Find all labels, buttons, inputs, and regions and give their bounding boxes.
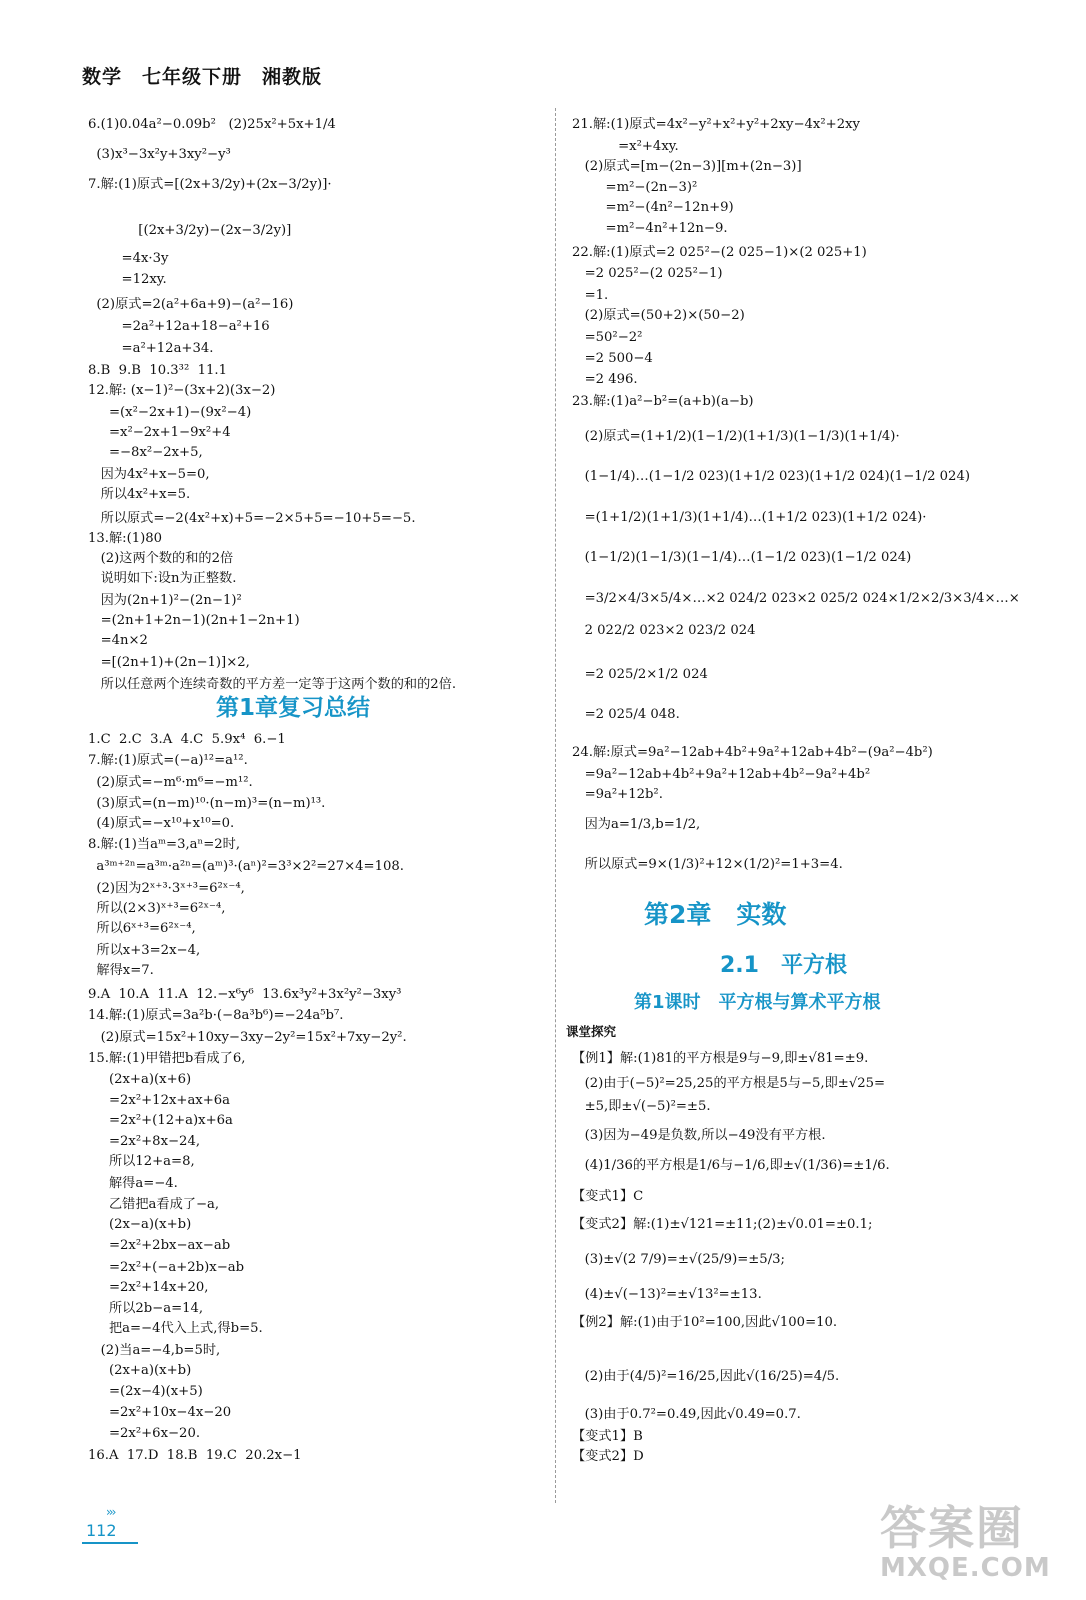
answer-line: (4)1/36的平方根是1/6与−1/6,即±√(1/36)=±1/6.	[572, 1158, 890, 1173]
answer-line: 14.解:(1)原式=3a²b·(−8a³b⁶)=−24a⁵b⁷.	[88, 1008, 344, 1023]
watermark-text: 答案圈	[880, 1501, 1024, 1555]
answer-line: (2)原式=−m⁶·m⁶=−m¹².	[88, 775, 253, 790]
answer-line: (2x−a)(x+b)	[88, 1217, 192, 1232]
answer-line: (2)因为2ˣ⁺³·3ˣ⁺³=6²ˣ⁻⁴,	[88, 881, 245, 896]
answer-line: (2)当a=−4,b=5时,	[88, 1343, 221, 1358]
answer-line: 说明如下:设n为正整数.	[88, 571, 237, 586]
answer-line: =(2x−4)(x+5)	[88, 1384, 203, 1399]
section-title: 2.1 平方根	[720, 953, 847, 978]
answer-line: =50²−2²	[572, 330, 643, 345]
answer-line: =(2n+1+2n−1)(2n+1−2n+1)	[88, 613, 300, 628]
answer-line: =2x²+14x+20,	[88, 1280, 209, 1295]
answer-line: 解得a=−4.	[88, 1176, 178, 1191]
answer-line: (2)由于(4/5)²=16/25,因此√(16/25)=4/5.	[572, 1369, 840, 1384]
answer-line: 【变式2】D	[572, 1449, 644, 1464]
answer-line: =2 025/2×1/2 024	[572, 667, 708, 682]
answer-line: (4)±√(−13)²=±√13²=±13.	[572, 1287, 762, 1302]
section-title-chapter1-review: 第1章复习总结	[216, 695, 371, 721]
answer-line: 所以x+3=2x−4,	[88, 943, 201, 958]
answer-line: =[(2n+1)+(2n−1)]×2,	[88, 655, 250, 670]
answer-line: (2x+a)(x+6)	[88, 1072, 192, 1087]
answer-line: 所以6ˣ⁺³=6²ˣ⁻⁴,	[88, 921, 196, 936]
answer-line: 13.解:(1)80	[88, 531, 163, 546]
answer-line: (2)原式=15x²+10xy−3xy−2y²=15x²+7xy−2y².	[88, 1030, 407, 1045]
answer-line: =2 025/4 048.	[572, 707, 680, 722]
answer-line: 把a=−4代入上式,得b=5.	[88, 1321, 263, 1336]
answer-line: 8.B 9.B 10.3³² 11.1	[88, 363, 227, 378]
answer-line: 15.解:(1)甲错把b看成了6,	[88, 1051, 246, 1066]
answer-line: =2 496.	[572, 372, 638, 387]
answer-line: (1−1/2)(1−1/3)(1−1/4)…(1−1/2 023)(1−1/2 024)	[572, 550, 912, 565]
answer-line: =m²−(4n²−12n+9)	[572, 200, 734, 215]
answer-line: =(1+1/2)(1+1/3)(1+1/4)…(1+1/2 023)(1+1/2 024)·	[572, 510, 927, 525]
answer-line: 1.C 2.C 3.A 4.C 5.9x⁴ 6.−1	[88, 732, 286, 747]
answer-line: (2)由于(−5)²=25,25的平方根是5与−5,即±√25=	[572, 1076, 886, 1091]
answer-line: 12.解: (x−1)²−(3x+2)(3x−2)	[88, 383, 276, 398]
answer-line: (3)原式=(n−m)¹⁰·(n−m)³=(n−m)¹³.	[88, 796, 326, 811]
answer-line: =2x²+(12+a)x+6a	[88, 1113, 233, 1128]
answer-line: =x²−2x+1−9x²+4	[88, 425, 231, 440]
answer-line: (2)原式=(50+2)×(50−2)	[572, 308, 745, 323]
watermark-url: MXQE.COM	[880, 1553, 1051, 1583]
answer-line: 所以(2×3)ˣ⁺³=6²ˣ⁻⁴,	[88, 901, 226, 916]
answer-line: 【变式1】B	[572, 1429, 643, 1444]
answer-line: 8.解:(1)当aᵐ=3,aⁿ=2时,	[88, 837, 241, 852]
answer-line: (3)由于0.7²=0.49,因此√0.49=0.7.	[572, 1407, 801, 1422]
answer-line: (2)原式=2(a²+6a+9)−(a²−16)	[88, 297, 294, 312]
answer-line: 【例2】解:(1)由于10²=100,因此√100=10.	[572, 1315, 838, 1330]
answer-line: =2x²+6x−20.	[88, 1426, 201, 1441]
answer-line: =9a²+12b².	[572, 787, 663, 802]
answer-line: [(2x+3/2y)−(2x−3/2y)]	[88, 223, 292, 238]
answer-line: (3)x³−3x²y+3xy²−y³	[88, 147, 231, 162]
answer-line: =2a²+12a+18−a²+16	[88, 319, 270, 334]
answer-line: 2 022/2 023×2 023/2 024	[572, 623, 756, 638]
answer-line: =2 500−4	[572, 351, 653, 366]
answer-line: =2 025²−(2 025²−1)	[572, 266, 723, 281]
answer-line: 所以原式=−2(4x²+x)+5=−2×5+5=−10+5=−5.	[88, 511, 416, 526]
answer-line: =a²+12a+34.	[88, 341, 214, 356]
answer-line: (4)原式=−x¹⁰+x¹⁰=0.	[88, 816, 235, 831]
answer-line: =(x²−2x+1)−(9x²−4)	[88, 405, 252, 420]
answer-line: 7.解:(1)原式=[(2x+3/2y)+(2x−3/2y)]·	[88, 177, 332, 192]
answer-line: 【例1】解:(1)81的平方根是9与−9,即±√81=±9.	[572, 1051, 869, 1066]
answer-line: (2x+a)(x+b)	[88, 1363, 192, 1378]
answer-line: (2)原式=(1+1/2)(1−1/2)(1+1/3)(1−1/3)(1+1/4)·	[572, 429, 900, 444]
answer-line: 9.A 10.A 11.A 12.−x⁶y⁶ 13.6x³y²+3x²y²−3xy³	[88, 987, 402, 1002]
answer-line: 解得x=7.	[88, 963, 154, 978]
answer-line: =2x²+8x−24,	[88, 1134, 201, 1149]
answer-line: (2)这两个数的和的2倍	[88, 551, 234, 566]
answer-line: (3)因为−49是负数,所以−49没有平方根.	[572, 1128, 826, 1143]
answer-line: =2x²+(−a+2b)x−ab	[88, 1260, 245, 1275]
answer-line: =2x²+2bx−ax−ab	[88, 1238, 231, 1253]
answer-line: =m²−(2n−3)²	[572, 180, 698, 195]
answer-line: a³ᵐ⁺²ⁿ=a³ᵐ·a²ⁿ=(aᵐ)³·(aⁿ)²=3³×2²=27×4=108.	[88, 859, 404, 874]
answer-line: 23.解:(1)a²−b²=(a+b)(a−b)	[572, 394, 754, 409]
answer-line: 因为a=1/3,b=1/2,	[572, 817, 701, 832]
answer-line: 24.解:原式=9a²−12ab+4b²+9a²+12ab+4b²−(9a²−4b²)	[572, 745, 933, 760]
answer-line: 【变式2】解:(1)±√121=±11;(2)±√0.01=±0.1;	[572, 1217, 873, 1232]
answer-line: 乙错把a看成了−a,	[88, 1197, 220, 1212]
answer-line: =9a²−12ab+4b²+9a²+12ab+4b²−9a²+4b²	[572, 767, 871, 782]
lesson-label: 课堂探究	[566, 1024, 617, 1039]
answer-line: (1−1/4)…(1−1/2 023)(1+1/2 023)(1+1/2 024)(1−1/2 024)	[572, 469, 970, 484]
lesson-title: 第1课时 平方根与算术平方根	[634, 992, 881, 1013]
answer-line: 16.A 17.D 18.B 19.C 20.2x−1	[88, 1448, 302, 1463]
answer-line: =−8x²−2x+5,	[88, 445, 203, 460]
answer-line: =3/2×4/3×5/4×…×2 024/2 023×2 025/2 024×1/2×2/3×3/4×…×	[572, 591, 1020, 606]
watermark	[880, 1501, 1051, 1583]
answer-line: 6.(1)0.04a²−0.09b² (2)25x²+5x+1/4	[88, 117, 336, 132]
answer-line: =4n×2	[88, 633, 148, 648]
answer-line: 因为(2n+1)²−(2n−1)²	[88, 593, 242, 608]
answer-line: (2)原式=[m−(2n−3)][m+(2n−3)]	[572, 159, 802, 174]
answer-line: 所以12+a=8,	[88, 1154, 195, 1169]
answer-line: 因为4x²+x−5=0,	[88, 467, 210, 482]
answer-line: (3)±√(2 7/9)=±√(25/9)=±5/3;	[572, 1252, 785, 1267]
answer-line: 21.解:(1)原式=4x²−y²+x²+y²+2xy−4x²+2xy	[572, 117, 860, 132]
page-number: 112	[82, 1520, 138, 1544]
answer-line: =12xy.	[88, 272, 167, 287]
answer-line: =1.	[572, 288, 609, 303]
column-divider	[555, 108, 556, 1503]
page-arrows-icon: ›››	[106, 1505, 115, 1519]
answer-line: ±5,即±√(−5)²=±5.	[572, 1099, 711, 1114]
answer-line: 所以原式=9×(1/3)²+12×(1/2)²=1+3=4.	[572, 857, 843, 872]
answer-line: 所以任意两个连续奇数的平方差一定等于这两个数的和的2倍.	[88, 677, 457, 692]
answer-line: =x²+4xy.	[572, 139, 679, 154]
answer-line: 【变式1】C	[572, 1189, 644, 1204]
answer-line: =m²−4n²+12n−9.	[572, 221, 728, 236]
answer-line: =4x·3y	[88, 251, 169, 266]
answer-line: 7.解:(1)原式=(−a)¹²=a¹².	[88, 753, 248, 768]
chapter-title: 第2章 实数	[644, 900, 787, 929]
answer-line: 22.解:(1)原式=2 025²−(2 025−1)×(2 025+1)	[572, 245, 867, 260]
answer-line: 所以2b−a=14,	[88, 1301, 204, 1316]
answer-line: =2x²+10x−4x−20	[88, 1405, 232, 1420]
answer-line: 所以4x²+x=5.	[88, 487, 191, 502]
page-header: 数学 七年级下册 湘教版	[82, 66, 323, 88]
answer-line: =2x²+12x+ax+6a	[88, 1093, 231, 1108]
